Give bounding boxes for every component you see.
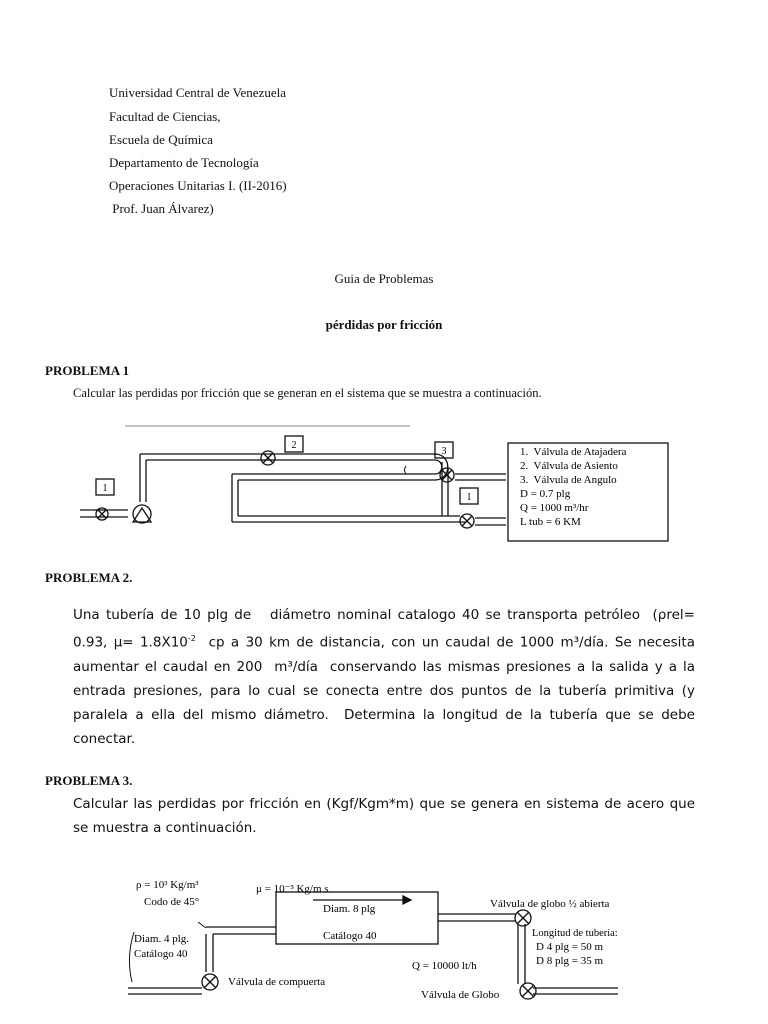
header-line-faculty: Facultad de Ciencias, xyxy=(109,109,221,124)
header-line-university: Universidad Central de Venezuela xyxy=(109,85,286,100)
problem2-text-part-a: Una tubería de 10 plg de diámetro nominal catalogo 40 se transporta petróleo (ρrel= 0.93, μ= 1.8X10 xyxy=(73,607,700,651)
p1-legend-2: 2. Válvula de Asiento xyxy=(520,460,618,472)
p1-label-1a: 1 xyxy=(102,483,108,494)
problem2-text xyxy=(73,603,700,751)
problem3-heading: PROBLEMA 3. xyxy=(45,773,133,788)
p1-label-3: 3 xyxy=(441,446,447,457)
document-subtitle: pérdidas por fricción xyxy=(325,317,443,332)
p3-length-d4: D 4 plg = 50 m xyxy=(536,941,604,953)
p1-label-1b: 1 xyxy=(466,492,472,503)
p3-diam8: Diam. 8 plg xyxy=(323,903,376,915)
p1-label-2: 2 xyxy=(291,440,297,451)
p1-legend-3: 3. Válvula de Angulo xyxy=(520,474,617,486)
problem2-text-part-b: cp a 30 km de distancia, con un caudal de 1000 m³/día. Se necesita aumentar el caudal en 200 m³/día conservando las mismas presiones a la salida y a la entrada presiones, para lo cual se conecta entre dos puntos de la tubería primitiva (y paralela a ella del mismo diámetro. Determina la longitud de la tubería que se debe conectar. xyxy=(73,634,700,747)
p1-legend-diameter: D = 0.7 plg xyxy=(520,488,571,500)
p1-legend-1: 1. Válvula de Atajadera xyxy=(520,446,627,458)
p3-diam4: Diam. 4 plg. xyxy=(134,933,189,945)
p3-globe-valve: Válvula de Globo xyxy=(421,989,500,1001)
p3-length-title: Longitud de tubería: xyxy=(532,928,618,939)
problem3-diagram xyxy=(118,872,638,1004)
header-line-course: Operaciones Unitarias I. (II-2016) xyxy=(109,178,287,193)
p3-density: ρ = 10³ Kg/m³ xyxy=(136,879,199,891)
p3-catalog-left: Catálogo 40 xyxy=(134,948,188,960)
header-line-department: Departamento de Tecnología xyxy=(109,155,259,170)
p3-elbow: Codo de 45° xyxy=(144,896,200,908)
p3-gate-valve: Válvula de compuerta xyxy=(228,976,326,988)
p3-length-d8: D 8 plg = 35 m xyxy=(536,955,604,967)
header-line-professor: Prof. Juan Álvarez) xyxy=(109,201,214,216)
problem1-heading: PROBLEMA 1 xyxy=(45,363,130,378)
p1-legend-flow: Q = 1000 m³/hr xyxy=(520,502,589,514)
problem2-exponent: -2 xyxy=(187,634,196,643)
p3-flowrate: Q = 10000 lt/h xyxy=(412,960,477,972)
document-title: Guia de Problemas xyxy=(334,271,434,286)
problem1-text: Calcular las perdidas por fricción que se generan en el sistema que se muestra a continuación. xyxy=(73,386,542,400)
p3-catalog-center: Catálogo 40 xyxy=(323,930,377,942)
problem2-heading: PROBLEMA 2. xyxy=(45,570,133,585)
p3-viscosity: μ = 10⁻³ Kg/m s xyxy=(256,883,329,895)
problem1-diagram xyxy=(80,422,670,544)
header-line-school: Escuela de Química xyxy=(109,132,213,147)
problem3-text: Calcular las perdidas por fricción en (Kgf/Kgm*m) que se genera en sistema de acero que se muestra a continuación. xyxy=(73,796,695,836)
p3-globe-half-open: Válvula de globo ½ abierta xyxy=(490,898,610,910)
p1-legend-length: L tub = 6 KM xyxy=(520,516,581,528)
